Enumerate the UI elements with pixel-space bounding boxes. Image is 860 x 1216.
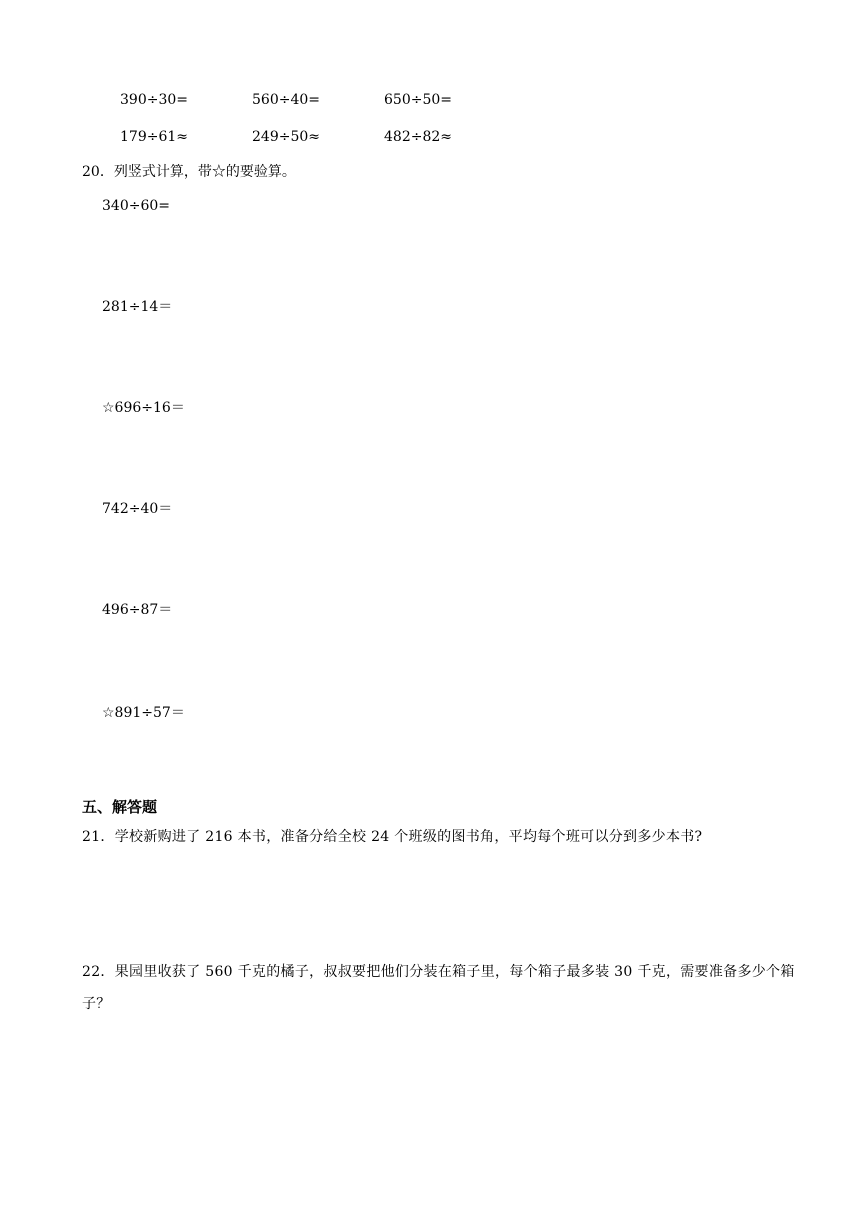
calc-item: 390÷30= [120,92,188,108]
calc-item: 650÷50= [384,92,452,108]
vertical-calc-item: 742÷40＝ [102,501,173,517]
vertical-calc-item: ☆891÷57＝ [102,705,185,721]
question-22: 22．果园里收获了 560 千克的橘子，叔叔要把他们分装在箱子里，每个箱子最多装 30 千克，需要准备多少个箱子？ [82,964,795,1012]
calc-item: 560÷40= [252,92,320,108]
calc-item: 249÷50≈ [252,129,320,145]
vertical-calc-item: 340÷60= [102,198,170,214]
calc-item: 179÷61≈ [120,129,188,145]
calc-item: 482÷82≈ [384,129,452,145]
vertical-calc-item: 496÷87＝ [102,602,173,618]
question-20-prompt: 20．列竖式计算，带☆的要验算。 [82,164,296,180]
vertical-calc-item: 281÷14＝ [102,299,173,315]
vertical-calc-item: ☆696÷16＝ [102,400,185,416]
section-heading: 五、解答题 [82,798,158,816]
question-21: 21．学校新购进了 216 本书，准备分给全校 24 个班级的图书角，平均每个班可以分到多少本书? [82,829,703,845]
